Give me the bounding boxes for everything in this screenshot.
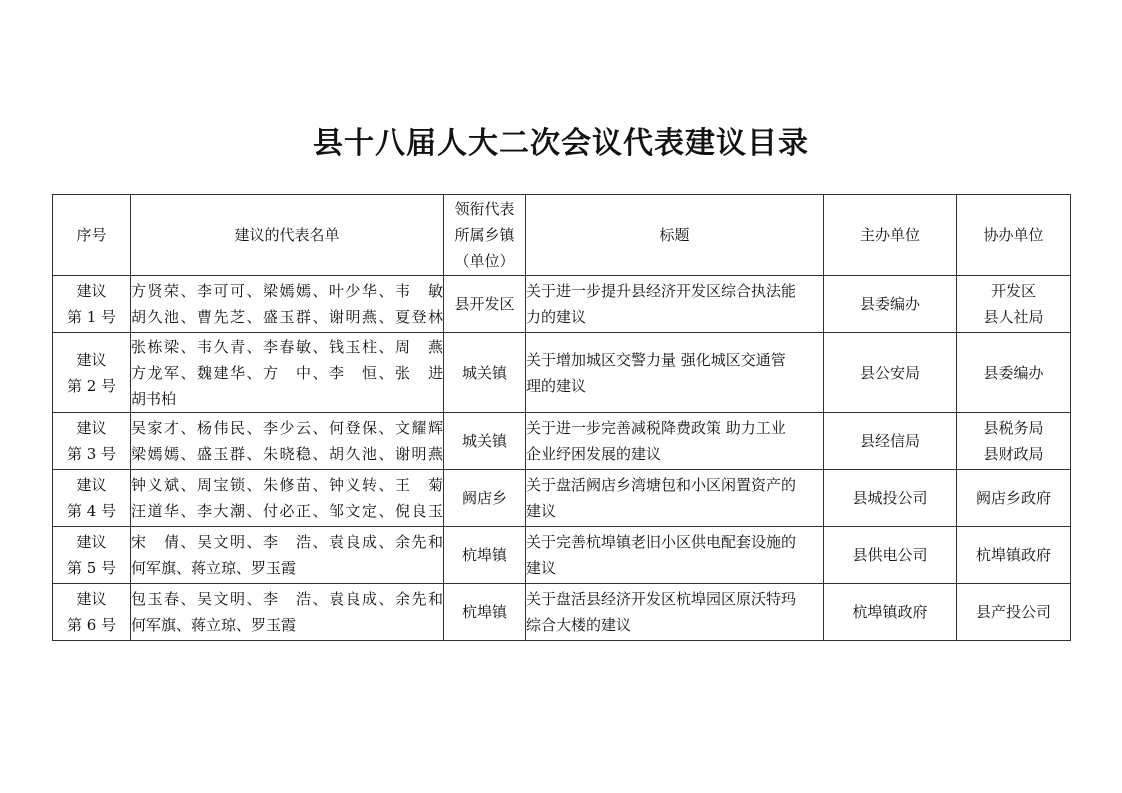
row-town: 城关镇 <box>444 413 526 470</box>
row-index-line: 建议 <box>76 350 107 369</box>
row-assist-line: 阙店乡政府 <box>975 489 1051 507</box>
row-subject <box>526 276 824 333</box>
table-row <box>53 413 1071 470</box>
row-lead: 县城投公司 <box>824 470 957 527</box>
row-assist-line: 县财政局 <box>983 445 1044 463</box>
row-subject-line: 建议 <box>526 559 557 577</box>
row-index <box>53 333 131 413</box>
table-row <box>53 584 1071 641</box>
row-subject <box>526 470 824 527</box>
row-index-line: 第 4 号 <box>66 502 117 520</box>
row-assist-line: 县产投公司 <box>975 603 1051 621</box>
row-names-line: 何军旗、蒋立琼、罗玉霞 <box>131 559 297 577</box>
row-subject-line: 关于完善杭埠镇老旧小区供电配套设施的 <box>526 533 797 551</box>
row-town: 杭埠镇 <box>444 584 526 641</box>
header-index: 序号 <box>53 195 131 276</box>
row-assist-line: 县税务局 <box>983 419 1044 437</box>
row-names-line: 汪道华、李大潮、付必正、邹文定、倪良玉 <box>131 502 443 520</box>
row-assist <box>957 584 1071 641</box>
row-assist-line: 开发区 <box>990 282 1036 300</box>
row-subject-line: 关于盘活阙店乡湾塘包和小区闲置资产的 <box>526 476 797 494</box>
row-assist-line: 杭埠镇政府 <box>975 546 1051 564</box>
row-names <box>131 584 444 641</box>
row-assist-line: 县人社局 <box>983 308 1044 326</box>
row-town: 城关镇 <box>444 333 526 413</box>
row-names-line: 吴家才、杨伟民、李少云、何登保、文耀辉 <box>131 419 443 437</box>
row-town: 杭埠镇 <box>444 527 526 584</box>
row-names <box>131 333 444 413</box>
header-assist: 协办单位 <box>957 195 1071 276</box>
table-row <box>53 276 1071 333</box>
row-names-line: 何军旗、蒋立琼、罗玉霞 <box>131 616 297 634</box>
header-town-line: 领衔代表 <box>454 200 515 218</box>
row-index-line: 建议 <box>76 476 107 494</box>
row-names <box>131 413 444 470</box>
row-subject-line: 关于盘活县经济开发区杭埠园区原沃特玛 <box>526 590 797 608</box>
row-subject-line: 关于进一步完善减税降费政策 助力工业 <box>526 419 786 437</box>
row-names <box>131 470 444 527</box>
row-subject-line: 企业纾困发展的建议 <box>526 445 662 463</box>
row-assist <box>957 276 1071 333</box>
header-names: 建议的代表名单 <box>131 195 444 276</box>
page-title: 县十八届人大二次会议代表建议目录 <box>313 126 809 161</box>
row-index-line: 建议 <box>76 282 107 300</box>
row-names <box>131 276 444 333</box>
row-index-line: 第 5 号 <box>66 559 117 577</box>
row-assist <box>957 527 1071 584</box>
row-subject <box>526 333 824 413</box>
table-header-row <box>53 195 1071 276</box>
row-lead: 县公安局 <box>824 333 957 413</box>
row-names-line: 方龙军、魏建华、方 中、李 恒、张 进 <box>131 363 443 382</box>
row-index-line: 第 1 号 <box>66 308 117 326</box>
row-lead: 县供电公司 <box>824 527 957 584</box>
header-lead: 主办单位 <box>824 195 957 276</box>
proposal-table <box>52 194 1071 641</box>
header-town-line: （单位） <box>454 252 515 270</box>
table-row <box>53 333 1071 413</box>
header-town-line: 所属乡镇 <box>454 226 515 244</box>
row-names <box>131 527 444 584</box>
row-index <box>53 527 131 584</box>
row-names-line: 胡书柏 <box>131 389 177 408</box>
header-subject: 标题 <box>526 195 824 276</box>
row-index <box>53 413 131 470</box>
row-names-line: 梁嫣嫣、盛玉群、朱晓稳、胡久池、谢明燕 <box>131 445 443 463</box>
row-names-line: 胡久池、曹先芝、盛玉群、谢明燕、夏登林 <box>131 308 443 326</box>
row-subject-line: 力的建议 <box>526 308 587 326</box>
row-subject <box>526 584 824 641</box>
table-row <box>53 527 1071 584</box>
row-assist <box>957 333 1071 413</box>
row-lead: 县经信局 <box>824 413 957 470</box>
row-names-line: 钟义斌、周宝锁、朱修苗、钟义转、王 菊 <box>131 476 443 494</box>
row-index <box>53 276 131 333</box>
row-index-line: 第 2 号 <box>66 376 117 395</box>
header-town <box>444 195 526 276</box>
row-assist-line: 县委编办 <box>983 363 1044 382</box>
row-subject-line: 建议 <box>526 502 557 520</box>
row-town: 县开发区 <box>444 276 526 333</box>
row-index-line: 建议 <box>76 419 107 437</box>
row-index-line: 建议 <box>76 533 107 551</box>
row-lead: 县委编办 <box>824 276 957 333</box>
row-subject-line: 理的建议 <box>526 376 587 395</box>
row-index-line: 第 3 号 <box>66 445 117 463</box>
row-names-line: 包玉春、吴文明、李 浩、袁良成、余先和 <box>131 590 443 608</box>
row-assist <box>957 413 1071 470</box>
row-names-line: 宋 倩、吴文明、李 浩、袁良成、余先和 <box>131 533 443 551</box>
row-subject-line: 关于增加城区交警力量 强化城区交通管 <box>526 350 786 369</box>
row-subject <box>526 413 824 470</box>
row-lead: 杭埠镇政府 <box>824 584 957 641</box>
row-index <box>53 470 131 527</box>
row-assist <box>957 470 1071 527</box>
row-subject-line: 关于进一步提升县经济开发区综合执法能 <box>526 282 797 300</box>
table-row <box>53 470 1071 527</box>
row-index-line: 建议 <box>76 590 107 608</box>
row-names-line: 方贤荣、李可可、梁嫣嫣、叶少华、韦 敏 <box>131 282 443 300</box>
row-town: 阙店乡 <box>444 470 526 527</box>
row-subject <box>526 527 824 584</box>
row-index <box>53 584 131 641</box>
row-names-line: 张栋梁、韦久青、李春敏、钱玉柱、周 燕 <box>131 337 443 356</box>
row-index-line: 第 6 号 <box>66 616 117 634</box>
row-subject-line: 综合大楼的建议 <box>526 616 632 634</box>
